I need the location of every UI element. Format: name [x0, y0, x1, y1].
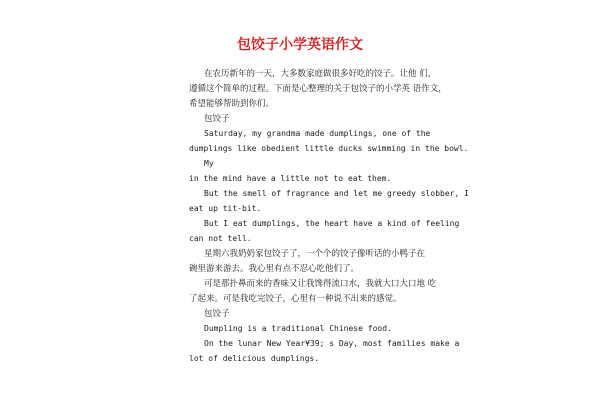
paragraph-line: On the lunar New Year¥39; s Day, most families make a — [204, 339, 460, 348]
section-heading: 包饺子 — [204, 114, 230, 124]
paragraph-line: But the smell of fragrance and let me greedy slobber, I — [204, 189, 469, 198]
paragraph-line: 碗里游来游去。我心里有点不忍心吃他们了。 — [189, 264, 360, 274]
paragraph-line: in the mind have a little not to eat them. — [189, 174, 392, 183]
paragraph-line: 星期六我奶奶家包饺子了，一个个的饺子像听话的小鸭子在 — [204, 249, 426, 259]
paragraph-line: lot of delicious dumplings. — [189, 354, 320, 363]
paragraph-line: 了起来。可是我吃完饺子，心里有一种说不出来的感觉。 — [189, 294, 402, 304]
paragraph-line: 在农历新年的一天，大多数家庭做很多好吃的饺子。让他 们， — [204, 69, 437, 79]
paragraph-line: 希望能够帮助到你们。 — [189, 99, 275, 109]
paragraph-line: 可是那扑鼻而来的香味又让我馋得流口水，我就大口大口地 吃 — [204, 279, 437, 289]
paragraph-line: dumplings like obedient little ducks swimming in the bowl. — [189, 144, 469, 153]
section-heading: 包饺子 — [204, 309, 230, 319]
paragraph-line: My — [204, 159, 214, 168]
paragraph-line: can not tell. — [189, 234, 252, 243]
document-title: 包饺子小学英语作文 — [237, 37, 363, 53]
paragraph-line: Saturday, my grandma made dumplings, one of the — [204, 129, 431, 138]
paragraph-line: eat up tit-bit. — [189, 204, 262, 213]
paragraph-line: But I eat dumplings, the heart have a kind of feeling — [204, 219, 460, 228]
paragraph-line: 遵循这个简单的过程。下面是心整理的关于包饺子的小学英 语作文， — [189, 84, 447, 94]
paragraph-line: Dumpling is a traditional Chinese food. — [204, 324, 392, 333]
